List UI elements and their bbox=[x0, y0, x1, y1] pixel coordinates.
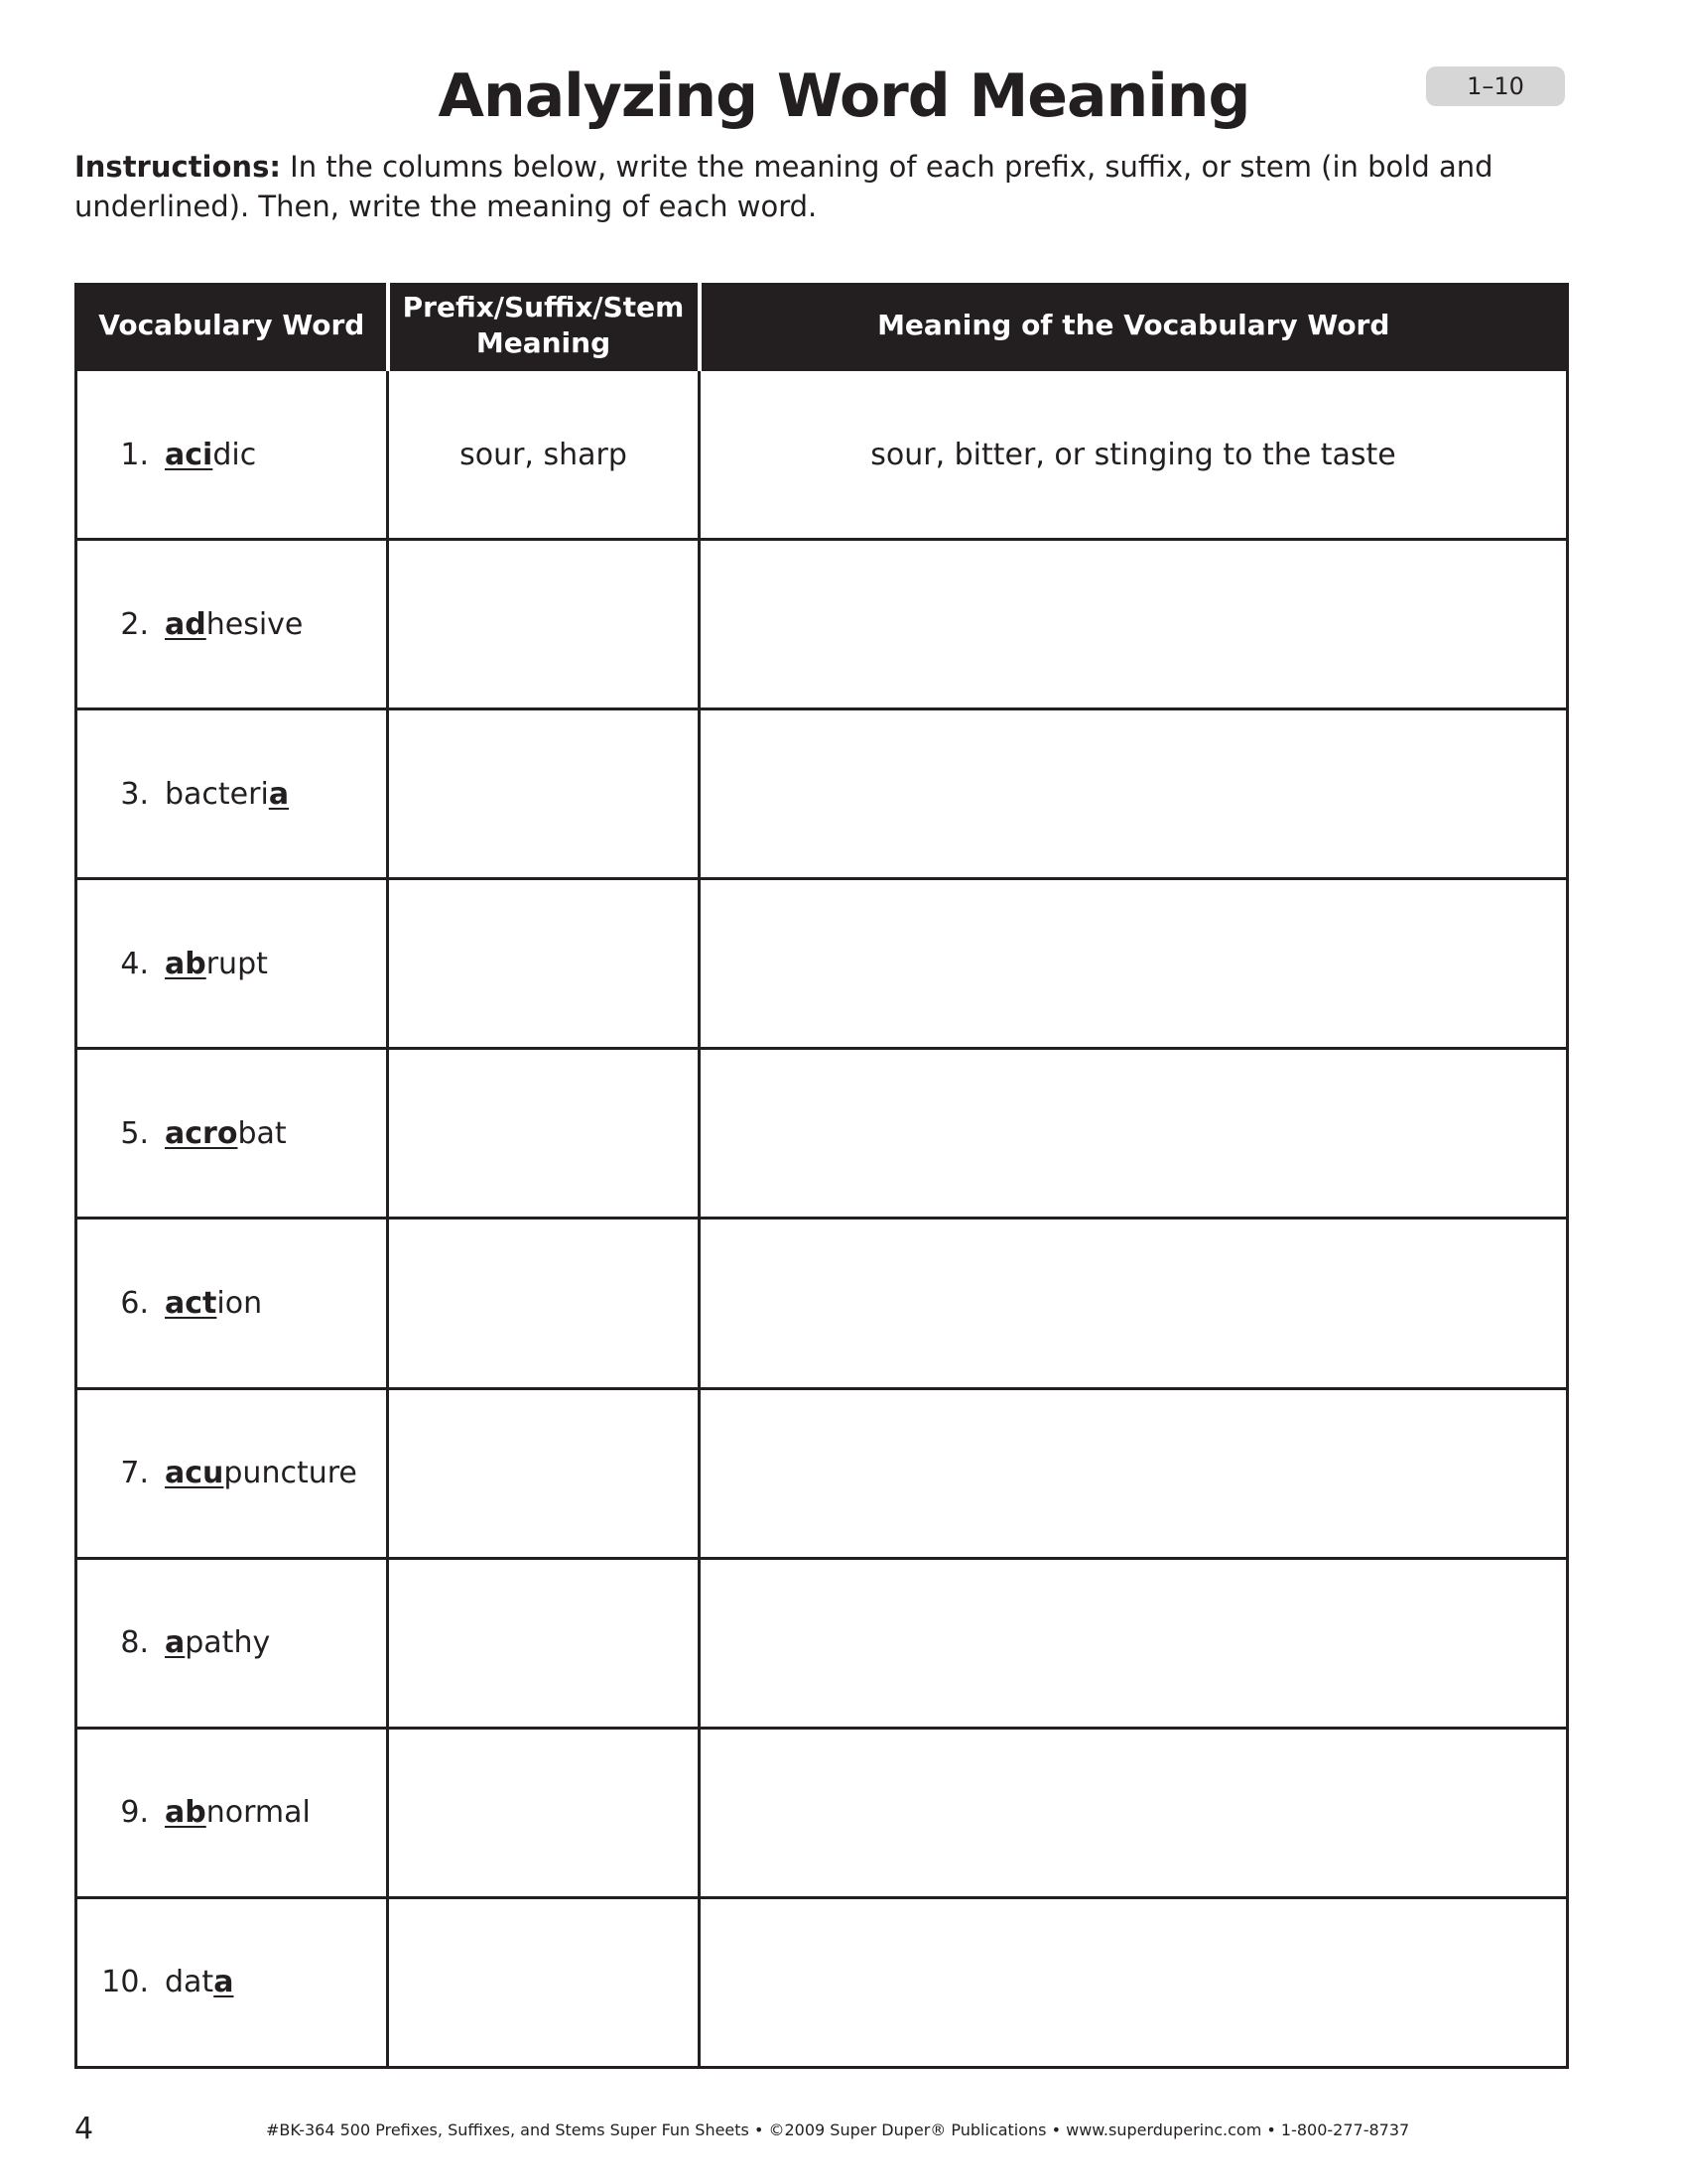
word-text-before: bacteri bbox=[165, 776, 269, 812]
item-number: 8. bbox=[120, 1625, 149, 1661]
instructions-label: Instructions: bbox=[74, 150, 281, 184]
table-row bbox=[76, 879, 1568, 1049]
word-text-after: rupt bbox=[205, 946, 268, 981]
affix-meaning-cell[interactable] bbox=[388, 1388, 700, 1558]
item-number: 5. bbox=[120, 1115, 149, 1151]
table-row bbox=[76, 1558, 1568, 1728]
table-row bbox=[76, 1388, 1568, 1558]
word-meaning-cell[interactable] bbox=[700, 1388, 1568, 1558]
word-meaning-cell[interactable] bbox=[700, 1219, 1568, 1388]
word-part-highlight: aci bbox=[165, 437, 213, 472]
vocabulary-word-cell bbox=[76, 1897, 388, 2067]
instructions bbox=[74, 147, 1583, 226]
affix-meaning-cell[interactable] bbox=[388, 1558, 700, 1728]
word-meaning-cell[interactable] bbox=[700, 1728, 1568, 1897]
affix-meaning-cell[interactable] bbox=[388, 1219, 700, 1388]
affix-meaning-cell[interactable] bbox=[388, 1049, 700, 1219]
vocabulary-word-cell bbox=[76, 1049, 388, 1219]
item-number: 9. bbox=[120, 1795, 149, 1831]
vocabulary-word-cell bbox=[76, 370, 388, 540]
word-text-after: hesive bbox=[205, 606, 304, 642]
vocabulary-word-cell bbox=[76, 1728, 388, 1897]
word-part-highlight: a bbox=[165, 1625, 186, 1661]
word-text-before: dat bbox=[165, 1965, 214, 2000]
item-number: 6. bbox=[120, 1286, 149, 1322]
word-text-after: ion bbox=[216, 1286, 263, 1322]
vocabulary-word-cell bbox=[76, 540, 388, 709]
word-text-after: dic bbox=[212, 437, 257, 472]
word-meaning-cell[interactable] bbox=[700, 1049, 1568, 1219]
word-meaning-cell[interactable] bbox=[700, 879, 1568, 1049]
affix-meaning-cell[interactable] bbox=[388, 879, 700, 1049]
page-title: Analyzing Word Meaning bbox=[438, 62, 1250, 131]
table-header-row bbox=[76, 283, 1568, 370]
table-row bbox=[76, 1219, 1568, 1388]
item-number: 1. bbox=[120, 437, 149, 472]
word-text-after: puncture bbox=[223, 1456, 357, 1491]
word-part-highlight: ab bbox=[165, 1795, 206, 1831]
word-part-highlight: a bbox=[213, 1965, 234, 2000]
page-number: 4 bbox=[74, 2112, 94, 2146]
vocabulary-word-cell bbox=[76, 1219, 388, 1388]
word-meaning-cell[interactable] bbox=[700, 1897, 1568, 2067]
item-number: 2. bbox=[120, 606, 149, 642]
table-row bbox=[76, 1897, 1568, 2067]
affix-meaning-cell[interactable] bbox=[388, 1897, 700, 2067]
word-part-highlight: a bbox=[268, 776, 290, 812]
affix-meaning-cell[interactable] bbox=[388, 1728, 700, 1897]
word-part-highlight: acu bbox=[165, 1456, 224, 1491]
header-affix-meaning: Prefix/Suffix/Stem Meaning bbox=[388, 283, 700, 370]
word-part-highlight: acro bbox=[165, 1115, 238, 1151]
table-row bbox=[76, 709, 1568, 879]
affix-meaning-cell[interactable]: sour, sharp bbox=[388, 370, 700, 540]
range-badge: 1–10 bbox=[1426, 66, 1565, 106]
word-part-highlight: ab bbox=[165, 946, 206, 981]
affix-meaning-cell[interactable] bbox=[388, 540, 700, 709]
vocabulary-word-cell bbox=[76, 709, 388, 879]
word-meaning-cell[interactable] bbox=[700, 540, 1568, 709]
word-text-after: normal bbox=[205, 1795, 311, 1831]
vocabulary-word-cell bbox=[76, 879, 388, 1049]
word-part-highlight: act bbox=[165, 1286, 217, 1322]
header-word-meaning: Meaning of the Vocabulary Word bbox=[700, 283, 1568, 370]
worksheet-table bbox=[74, 283, 1569, 2069]
word-meaning-cell[interactable] bbox=[700, 1558, 1568, 1728]
table-row bbox=[76, 540, 1568, 709]
word-meaning-cell[interactable] bbox=[700, 709, 1568, 879]
vocabulary-word-cell bbox=[76, 1388, 388, 1558]
item-number: 3. bbox=[120, 776, 149, 812]
table-row bbox=[76, 1728, 1568, 1897]
vocabulary-word-cell bbox=[76, 1558, 388, 1728]
footer-credits: #BK-364 500 Prefixes, Suffixes, and Stems Super Fun Sheets • ©2009 Super Duper® Publications • www.superduperinc.com • 1-800-277-8737 bbox=[266, 2120, 1410, 2139]
instructions-text: In the columns below, write the meaning of each prefix, suffix, or stem (in bold and underlined). Then, write the meaning of each word. bbox=[74, 150, 1493, 223]
word-part-highlight: ad bbox=[165, 606, 206, 642]
table-row bbox=[76, 1049, 1568, 1219]
item-number: 10. bbox=[101, 1965, 149, 2000]
header-vocabulary-word: Vocabulary Word bbox=[76, 283, 388, 370]
affix-meaning-cell[interactable] bbox=[388, 709, 700, 879]
word-meaning-cell[interactable]: sour, bitter, or stinging to the taste bbox=[700, 370, 1568, 540]
table-row bbox=[76, 370, 1568, 540]
item-number: 7. bbox=[120, 1456, 149, 1491]
item-number: 4. bbox=[120, 946, 149, 981]
word-text-after: pathy bbox=[185, 1625, 271, 1661]
word-text-after: bat bbox=[237, 1115, 287, 1151]
